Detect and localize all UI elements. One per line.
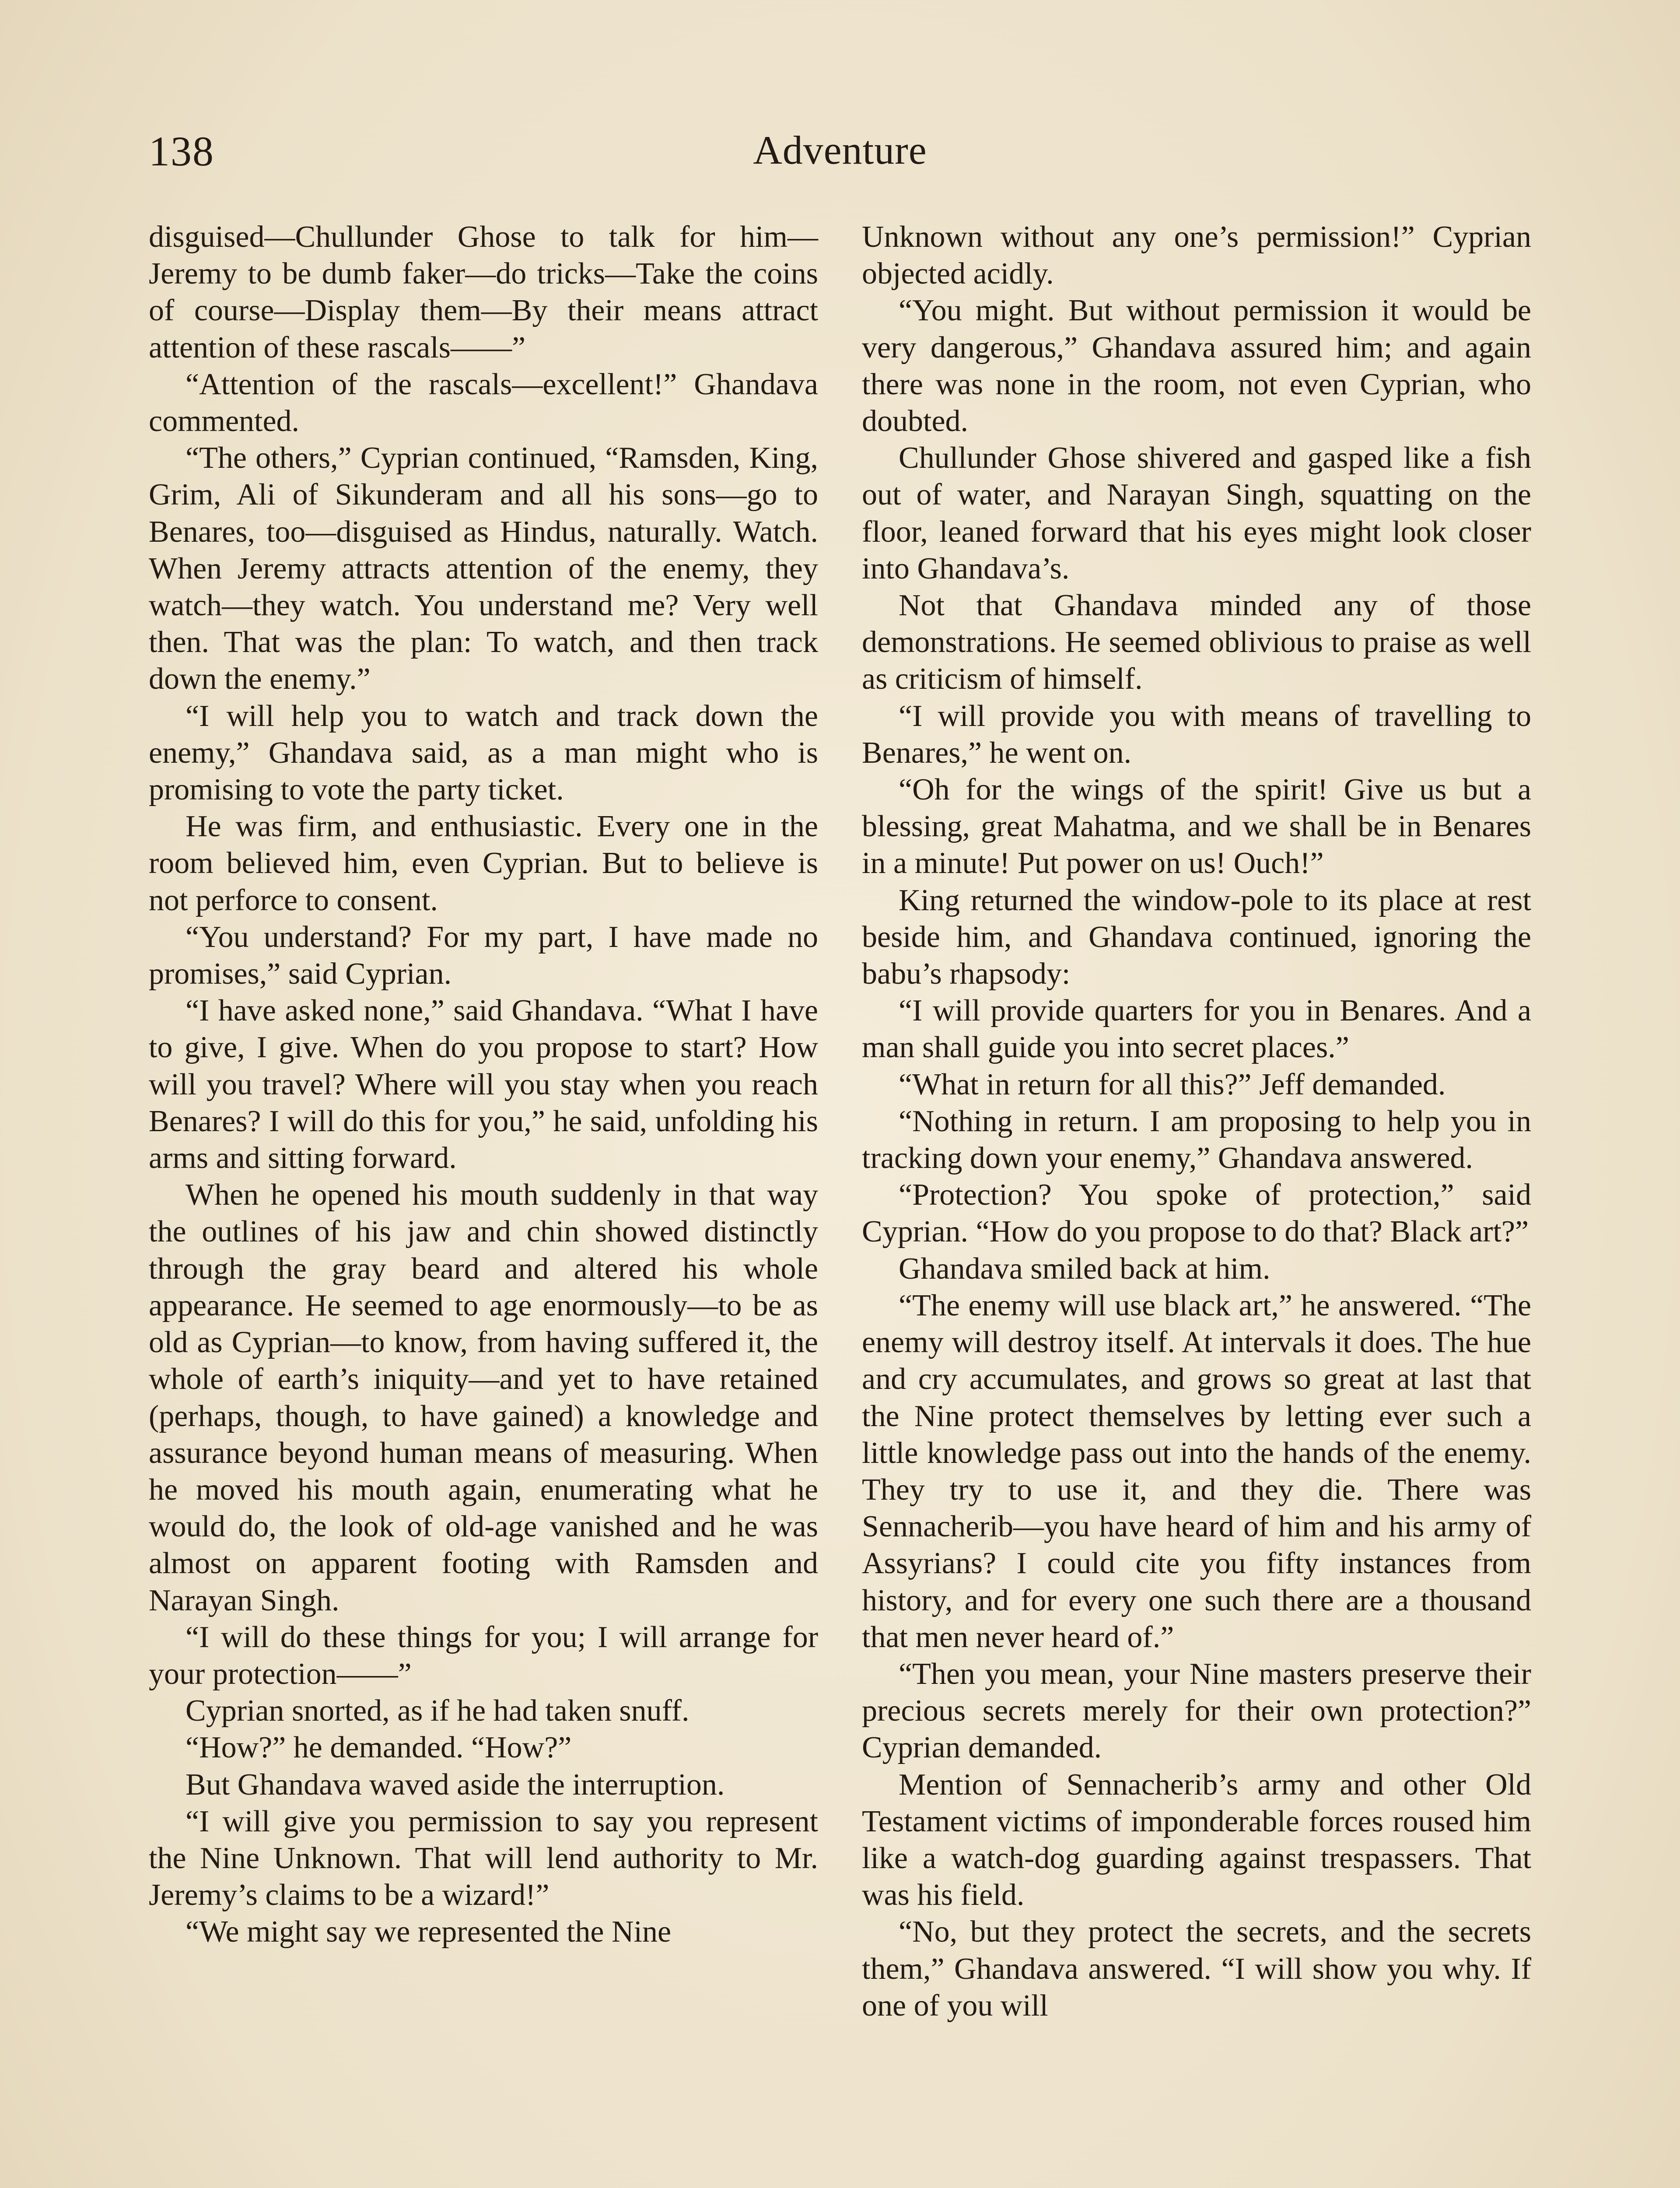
paragraph: But Ghandava waved aside the interruption. <box>186 1767 725 1802</box>
paragraph: Unknown without any one’s permission!” Cyprian objected acidly. <box>862 220 1531 291</box>
paragraph: “What in return for all this?” Jeff demanded. <box>899 1067 1446 1101</box>
right-column <box>862 219 1531 2024</box>
paragraph: Cyprian snorted, as if he had taken snuff. <box>186 1694 690 1728</box>
paragraph: “I will do these things for you; I will arrange for your protection——” <box>149 1620 818 1691</box>
paragraph: “Protection? You spoke of protection,” said Cyprian. “How do you propose to do that? Black art?” <box>862 1178 1531 1249</box>
paragraph: “The enemy will use black art,” he answered. “The enemy will destroy itself. At intervals it does. The hue and cry accumulates, and grows so great at last that the Nine protect themselves by letting ever such a little knowledge pass out into the hands of the enemy. They try to use it, and they die. There was Sennacherib—you have heard of him and his army of Assyrians? I could cite you fifty instances from history, and for every one such there are a thousand that men never heard of.” <box>862 1288 1531 1654</box>
paragraph: “Oh for the wings of the spirit! Give us but a blessing, great Mahatma, and we shall be in Benares in a minute! Put power on us! Ouch!” <box>862 773 1531 880</box>
paragraph: “No, but they protect the secrets, and the secrets them,” Ghandava answered. “I will show you why. If one of you will <box>862 1915 1531 2023</box>
paragraph: “I have asked none,” said Ghandava. “What I have to give, I give. When do you propose to start? How will you travel? Where will you stay when you reach Benares? I will do this for you,” he said, unfolding his arms and sitting forward. <box>149 994 818 1175</box>
paragraph: Chullunder Ghose shivered and gasped like a fish out of water, and Narayan Singh, squatting on the floor, leaned forward that his eyes might look closer into Ghandava’s. <box>862 441 1531 586</box>
paragraph: “Then you mean, your Nine masters preserve their precious secrets merely for their own protection?” Cyprian demanded. <box>862 1657 1531 1765</box>
paragraph: Mention of Sennacherib’s army and other Old Testament victims of imponderable forces roused him like a watch-dog guarding against trespassers. That was his field. <box>862 1767 1531 1912</box>
paragraph: “Attention of the rascals—excellent!” Ghandava commented. <box>149 367 818 438</box>
paragraph: Ghandava smiled back at him. <box>899 1252 1270 1286</box>
paragraph: “I will provide quarters for you in Benares. And a man shall guide you into secret places.” <box>862 994 1531 1065</box>
page-number: 138 <box>149 128 214 175</box>
paragraph: “You understand? For my part, I have made no promises,” said Cyprian. <box>149 920 818 991</box>
paragraph: “You might. But without permission it would be very dangerous,” Ghandava assured him; and again there was none in the room, not even Cyprian, who doubted. <box>862 294 1531 438</box>
paragraph: “I will give you permission to say you represent the Nine Unknown. That will lend authority to Mr. Jeremy’s claims to be a wizard!” <box>149 1804 818 1912</box>
paragraph: “I will provide you with means of travelling to Benares,” he went on. <box>862 699 1531 770</box>
paragraph: “I will help you to watch and track down the enemy,” Ghandava said, as a man might who is promising to vote the party ticket. <box>149 699 818 807</box>
paragraph: “Nothing in return. I am proposing to help you in tracking down your enemy,” Ghandava answered. <box>862 1104 1531 1175</box>
running-head: Adventure <box>753 128 927 172</box>
paragraph: disguised—Chullunder Ghose to talk for him—Jeremy to be dumb faker—do tricks—Take the coins of course—Display them—By their means attract attention of these rascals——” <box>149 220 818 365</box>
paragraph: “We might say we represented the Nine <box>186 1915 672 1949</box>
paragraph: Not that Ghandava minded any of those demonstrations. He seemed oblivious to praise as well as criticism of himself. <box>862 589 1531 696</box>
paragraph: When he opened his mouth suddenly in that way the outlines of his jaw and chin showed distinctly through the gray beard and altered his whole appearance. He seemed to age enormously—to be as old as Cyprian—to know, from having suffered it, the whole of earth’s iniquity—and yet to have retained (perhaps, though, to have gained) a knowledge and assurance beyond human means of measuring. When he moved his mouth again, enumerating what he would do, the look of old-age vanished and he was almost on apparent footing with Ramsden and Narayan Singh. <box>149 1178 818 1617</box>
paragraph: “The others,” Cyprian continued, “Ramsden, King, Grim, Ali of Sikunderam and all his sons—go to Benares, too—disguised as Hindus, naturally. Watch. When Jeremy attracts attention of the enemy, they watch—they watch. You understand me? Very well then. That was the plan: To watch, and then track down the enemy.” <box>149 441 818 696</box>
paragraph: King returned the window-pole to its place at rest beside him, and Ghandava continued, ignoring the babu’s rhapsody: <box>862 883 1531 991</box>
left-column <box>149 219 818 1951</box>
paragraph: “How?” he demanded. “How?” <box>186 1731 572 1765</box>
page-header <box>149 127 1531 184</box>
paragraph: He was firm, and enthusiastic. Every one in the room believed him, even Cyprian. But to believe is not perforce to consent. <box>149 810 818 917</box>
